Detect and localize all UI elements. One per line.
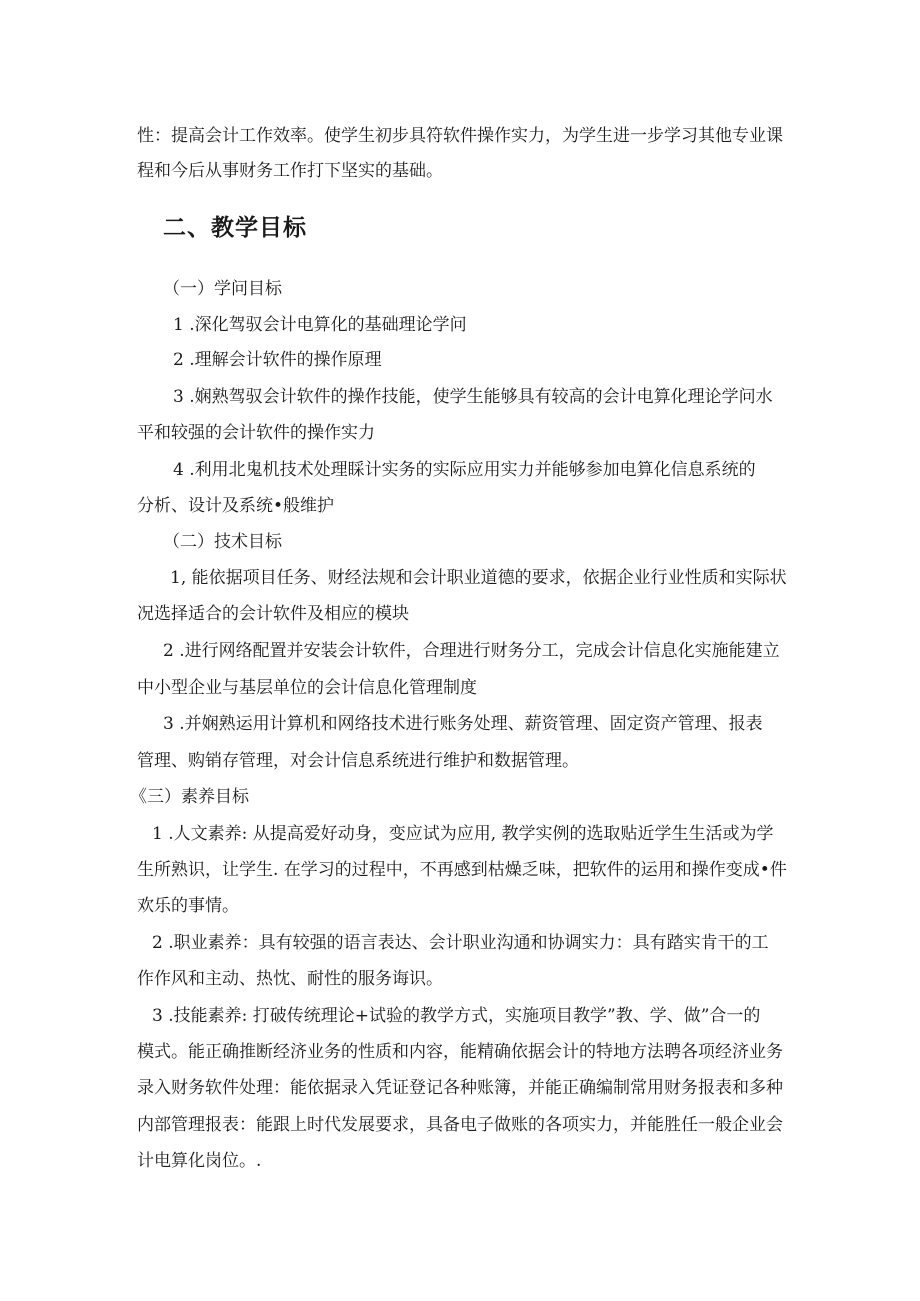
quality-item-3-line-1: 3 .技能素养: 打破传统理论+试验的教学方式，实施项目教学”教、学、做”合一的 (152, 1006, 761, 1026)
quality-heading: 《三）素养目标 (130, 787, 249, 807)
quality-item-3-line-2: 模式。能正确推断经济业务的性质和内容，能精确依据会计的特地方法聘各项经济业务 (137, 1042, 783, 1062)
skill-heading: （二）技术目标 (163, 532, 282, 552)
skill-item-1-line-2: 况选择适合的会计软件及相应的模块 (137, 604, 409, 624)
intro-line-1: 性：提高会计工作效率。使学生初步具符软件操作实力，为学生进一步学习其他专业课 (137, 126, 783, 146)
skill-item-3-line-1: 3 .并娴熟运用计算机和网络技术进行账务处理、薪资管理、固定资产管理、报表 (163, 714, 763, 734)
knowledge-item-4-line-1: 4 .利用北鬼机技术处理睬计实务的实际应用实力并能够参加电算化信息系统的 (173, 460, 756, 480)
quality-item-1-line-1: 1 .人文素养: 从提高爱好动身，变应试为应用, 教学实例的选取贴近学生生活或为学 (152, 824, 774, 844)
knowledge-item-3-line-2: 平和较强的会计软件的操作实力 (137, 423, 375, 443)
knowledge-item-2: 2 .理解会计软件的操作原理 (173, 350, 382, 370)
quality-item-2-line-2: 作作风和主动、热忱、耐性的服务诲识。 (137, 969, 443, 989)
quality-item-3-line-4: 内部管理报表：能跟上时代发展要求，具备电子做账的各项实力，并能胜任一般企业会 (137, 1115, 783, 1135)
skill-item-1-line-1: 1, 能依据项目任务、财经法规和会计职业道德的要求，依据企业行业性质和实际状 (170, 568, 787, 588)
quality-item-3-line-3: 录入财务软件处理：能依据录入凭证登记各种账簿，并能正确编制常用财务报表和多种 (137, 1078, 783, 1098)
intro-line-2: 程和今后从事财务工作打下坚实的基础。 (137, 161, 443, 181)
quality-item-1-line-2: 生所熟识，让学生. 在学习的过程中，不再感到枯燥乏味，把软件的运用和操作变成•件 (137, 860, 787, 880)
skill-item-3-line-2: 管理、购销存管理，对会计信息系统进行维护和数据管理。 (137, 751, 579, 771)
knowledge-item-4-line-2: 分析、设计及系统•般维护 (137, 496, 335, 516)
section-title: 二、教学目标 (163, 214, 307, 241)
quality-item-3-line-5: 计电算化岗位。. (137, 1151, 262, 1171)
quality-item-1-line-3: 欢乐的事情。 (137, 896, 239, 916)
quality-item-2-line-1: 2 .职业素养：具有较强的语言表达、会计职业沟通和协调实力：具有踏实肯干的工 (152, 933, 769, 953)
knowledge-item-3-line-1: 3 .娴熟驾驭会计软件的操作技能，使学生能够具有较高的会计电算化理论学问水 (173, 387, 773, 407)
skill-item-2-line-2: 中小型企业与基层单位的会计信息化管理制度 (137, 678, 477, 698)
skill-item-2-line-1: 2 .进行网络配置并安装会计软件，合理进行财务分工，完成会计信息化实施能建立 (163, 641, 780, 661)
knowledge-item-1: 1 .深化驾驭会计电算化的基础理论学问 (173, 315, 467, 335)
knowledge-heading: （一）学问目标 (163, 279, 282, 299)
